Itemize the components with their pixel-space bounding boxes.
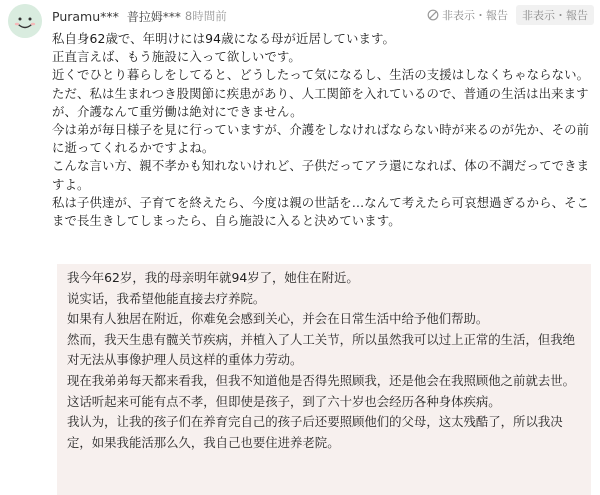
timestamp: 8時間前 — [184, 9, 227, 23]
comment-line: こんな言い方、親不孝かも知れないけれど、子供だってアラ還になれば、体の不調だってできますよ。 — [52, 158, 590, 192]
translation-box — [57, 264, 591, 495]
translation-line: 这话听起来可能有点不孝，但即使是孩子，到了六十岁也会经历各种身体疾病。 — [67, 393, 501, 409]
comment-line: 近くでひとり暮らしをしてると、どうしたって気になるし、生活の支援はしなくちゃならない。 — [52, 67, 590, 83]
avatar[interactable] — [8, 4, 42, 38]
hide-report-label: 非表示・報告 — [442, 9, 508, 22]
hide-report-link[interactable] — [427, 7, 508, 23]
comment-line: 私は子供達が、子育てを終えたら、今度は親の世話を…なんて考えたら可哀想過ぎるから、そこまで長生きしてしまったら、自ら施設に入ると決めています。 — [52, 194, 590, 229]
comment-line: 私自身62歳で、年明けには94歳になる母が近居しています。 — [52, 31, 395, 46]
comment-line: 正直言えば、もう施設に入って欲しいです。 — [52, 49, 301, 65]
translation-line: 我今年62岁，我的母亲明年就94岁了，她住在附近。 — [67, 270, 359, 285]
comment-line: ただ、私は生まれつき股関節に疾患があり、人工関節を入れているので、普通の生活は出来ますが、介護なんて重労働は絶対にできません。 — [52, 85, 589, 119]
comment-actions — [427, 5, 594, 25]
translation-line: 说实话，我希望他能直接去疗养院。 — [67, 290, 266, 306]
translation-line: 如果有人独居在附近，你难免会感到关心，并会在日常生活中给予他们帮助。 — [67, 311, 489, 327]
comment-header — [52, 6, 227, 26]
comment-body — [52, 30, 590, 230]
comment-line: 今は弟が毎日様子を見に行っていますが、介護をしなければならない時が来るのが先か、その前に逝ってくれるかですよね。 — [52, 122, 590, 156]
username-translit: 普拉姆*** — [126, 9, 181, 24]
username[interactable]: Puramu*** — [52, 8, 119, 24]
ban-icon — [427, 9, 439, 21]
translation-line: 然而，我天生患有髋关节疾病，并植入了人工关节，所以虽然我可以过上正常的生活，但我绝对无法从事像护理人员这样的重体力劳动。 — [67, 331, 576, 368]
translation-line: 我认为，让我的孩子们在养育完自己的孩子后还要照顾他们的父母，这太残酷了，所以我决定，如果我能活那么久，我自己也要住进养老院。 — [67, 414, 563, 450]
avatar-face-icon — [8, 4, 42, 38]
hide-report-button[interactable]: 非表示・報告 — [516, 5, 594, 25]
translation-line: 现在我弟弟每天都来看我，但我不知道他是否得先照顾我，还是他会在我照顾他之前就去世。 — [67, 372, 576, 388]
